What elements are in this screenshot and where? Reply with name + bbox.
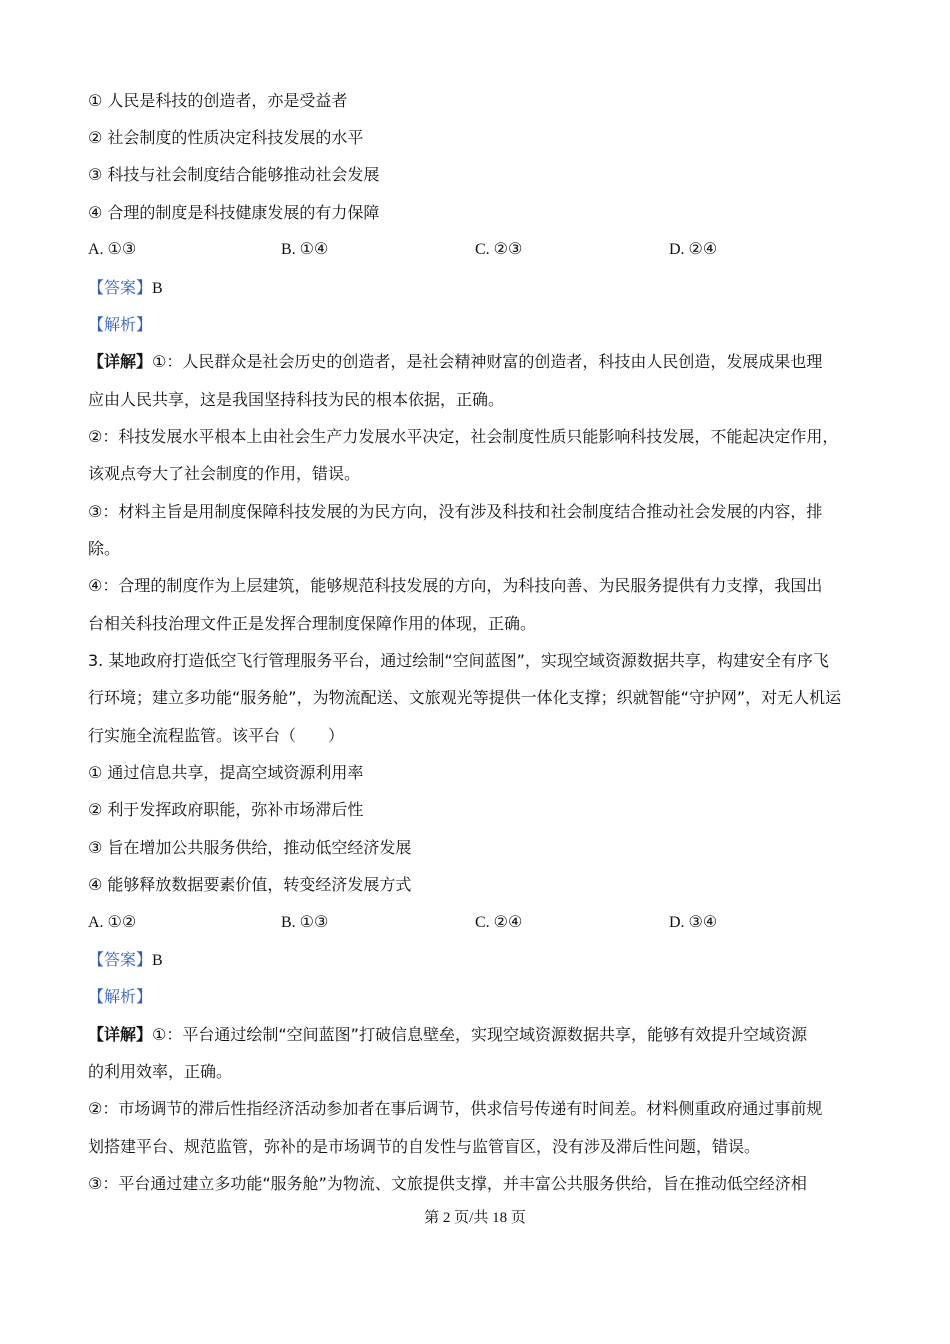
q3-detail-2: 的利用效率，正确。 xyxy=(88,1062,233,1081)
q2-option-c: C. ②③ xyxy=(475,241,523,258)
q2-item-3: ③ 科技与社会制度结合能够推动社会发展 xyxy=(88,165,380,184)
q2-detail-1 xyxy=(88,351,822,373)
q3-detail-5: ③：平台通过建立多功能“服务舱”为物流、文旅提供支撑，并丰富公共服务供给，旨在推动低空经济相 xyxy=(88,1174,807,1193)
q2-detail-2: 应由人民共享，这是我国坚持科技为民的根本依据，正确。 xyxy=(88,390,505,409)
q3-stem-1: 3. 某地政府打造低空飞行管理服务平台，通过绘制“空间蓝图”，实现空域资源数据共享，构建安全有序飞 xyxy=(88,651,829,670)
q2-item-2: ② 社会制度的性质决定科技发展的水平 xyxy=(88,128,364,147)
q3-option-b: B. ①③ xyxy=(281,914,329,931)
detail-label: 【详解】 xyxy=(88,1025,153,1044)
q3-stem-3: 行实施全流程监管。该平台（ ） xyxy=(88,726,345,745)
answer-label: 【答案】 xyxy=(88,950,153,969)
answer-value: B xyxy=(152,280,163,297)
q3-item-3: ③ 旨在增加公共服务供给，推动低空经济发展 xyxy=(88,838,412,857)
q2-option-a: A. ①③ xyxy=(88,241,137,258)
answer-value: B xyxy=(152,952,163,969)
q2-detail-7: ④：合理的制度作为上层建筑，能够规范科技发展的方向，为科技向善、为民服务提供有力支撑，我国出 xyxy=(88,576,823,595)
q3-item-1: ① 通过信息共享，提高空域资源利用率 xyxy=(88,763,364,782)
q3-answer xyxy=(88,949,163,972)
q3-option-c: C. ②④ xyxy=(475,914,523,931)
q3-detail-1 xyxy=(88,1024,807,1046)
q3-item-2: ② 利于发挥政府职能，弥补市场滞后性 xyxy=(88,800,364,819)
detail-label: 【详解】 xyxy=(88,352,153,371)
q2-item-4: ④ 合理的制度是科技健康发展的有力保障 xyxy=(88,203,380,222)
q2-item-1: ① 人民是科技的创造者，亦是受益者 xyxy=(88,91,348,110)
q2-detail-5: ③：材料主旨是用制度保障科技发展的为民方向，没有涉及科技和社会制度结合推动社会发展的内容，排 xyxy=(88,502,823,521)
q3-analysis-label: 【解析】 xyxy=(88,987,153,1006)
q2-detail-8: 台相关科技治理文件正是发挥合理制度保障作用的体现，正确。 xyxy=(88,614,537,633)
detail-text: ①：人民群众是社会历史的创造者，是社会精神财富的创造者，科技由人民创造，发展成果也理 xyxy=(152,352,823,371)
q3-detail-4: 划搭建平台、规范监管，弥补的是市场调节的自发性与监管盲区，没有涉及滞后性问题，错误。 xyxy=(88,1137,761,1156)
q3-detail-3: ②：市场调节的滞后性指经济活动参加者在事后调节，供求信号传递有时间差。材料侧重政府通过事前规 xyxy=(88,1099,823,1118)
q2-analysis-label: 【解析】 xyxy=(88,315,153,334)
q3-stem-2: 行环境；建立多功能“服务舱”，为物流配送、文旅观光等提供一体化支撑；织就智能“守护网”，对无人机运 xyxy=(88,688,842,707)
detail-text: ①：平台通过绘制“空间蓝图”打破信息壁垒，实现空域资源数据共享，能够有效提升空域资源 xyxy=(152,1025,807,1044)
q2-answer xyxy=(88,277,163,300)
q3-item-4: ④ 能够释放数据要素价值，转变经济发展方式 xyxy=(88,875,412,894)
q2-detail-4: 该观点夸大了社会制度的作用，错误。 xyxy=(88,464,361,483)
q2-option-b: B. ①④ xyxy=(281,241,329,258)
answer-label: 【答案】 xyxy=(88,278,153,297)
q3-option-a: A. ①② xyxy=(88,914,137,931)
q2-option-d: D. ②④ xyxy=(669,241,718,258)
q3-option-d: D. ③④ xyxy=(669,914,718,931)
page-footer: 第 2 页/共 18 页 xyxy=(424,1210,526,1226)
q2-detail-3: ②：科技发展水平根本上由社会生产力发展水平决定，社会制度性质只能影响科技发展，不能起决定作用， xyxy=(88,427,839,446)
q2-detail-6: 除。 xyxy=(88,539,121,558)
